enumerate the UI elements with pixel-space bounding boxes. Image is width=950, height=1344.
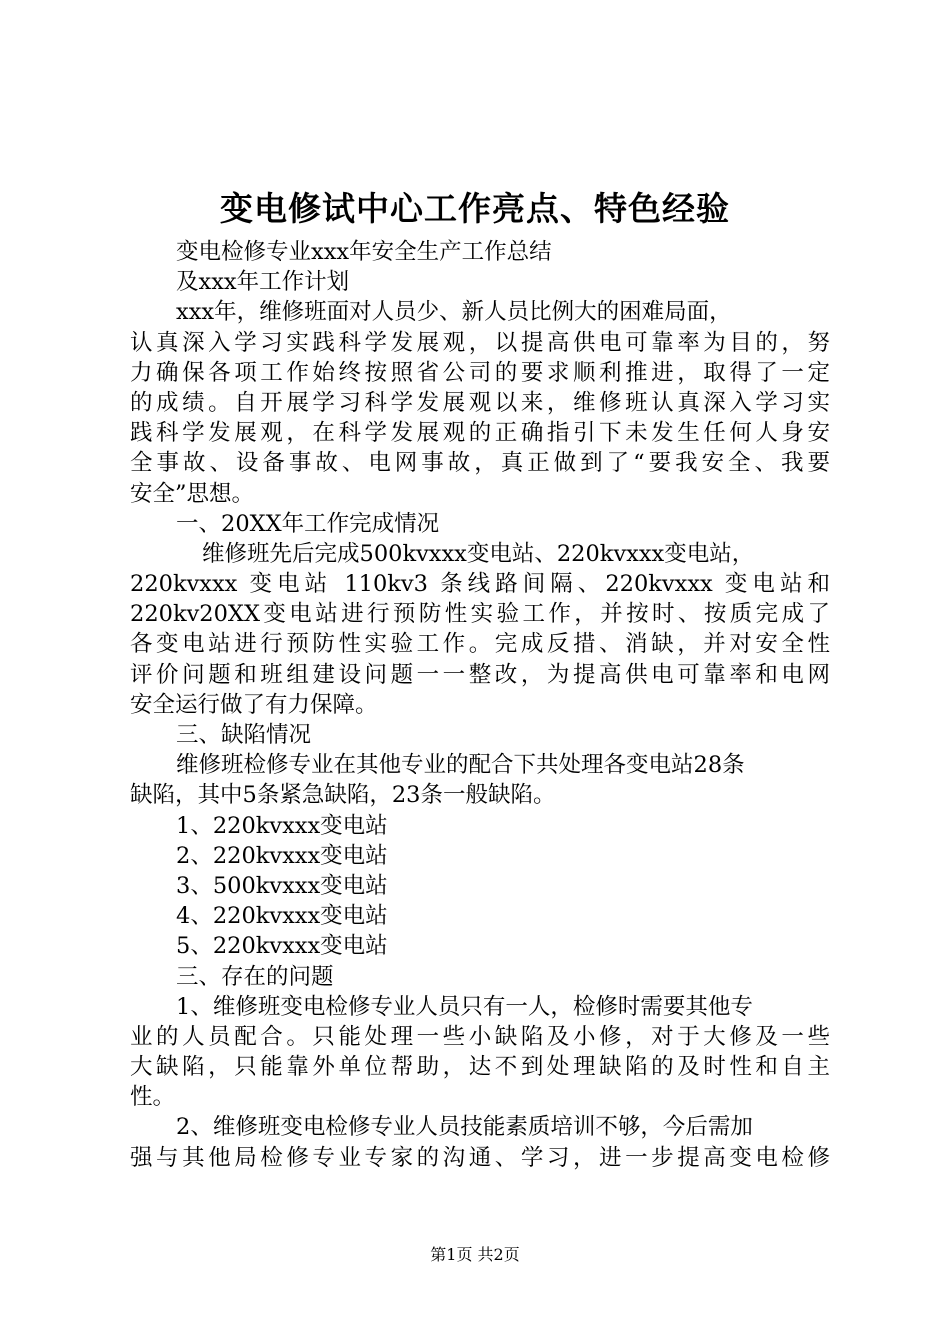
paragraph-line: 安全”思想。 <box>130 480 255 507</box>
paragraph-line: 1、维修班变电检修专业人员只有一人，检修时需要其他专 <box>176 993 753 1020</box>
paragraph-line: xxx年，维修班面对人员少、新人员比例大的困难局面， <box>176 299 732 326</box>
list-item: 2、220kvxxx变电站 <box>176 842 388 869</box>
section-heading: 三、缺陷情况 <box>176 722 312 748</box>
list-item: 4、220kvxxx变电站 <box>176 903 388 930</box>
paragraph-line: 认真深入学习实践科学发展观，以提高供电可靠率为目的，努 <box>130 329 830 356</box>
paragraph-line: 维修班检修专业在其他专业的配合下共处理各变电站28条 <box>176 752 745 779</box>
section-heading: 三、存在的问题 <box>176 963 334 990</box>
paragraph-line: 的成绩。自开展学习科学发展观以来，维修班认真深入学习实 <box>130 389 830 416</box>
list-item: 3、500kvxxx变电站 <box>176 872 388 899</box>
paragraph-line: 2、维修班变电检修专业人员技能素质培训不够，今后需加 <box>176 1114 753 1141</box>
paragraph-line: 业的人员配合。只能处理一些小缺陷及小修，对于大修及一些 <box>130 1023 830 1050</box>
paragraph-line: 强与其他局检修专业专家的沟通、学习，进一步提高变电检修 <box>130 1144 830 1171</box>
paragraph-line: 践科学发展观，在科学发展观的正确指引下未发生任何人身安 <box>130 420 830 447</box>
page-number-footer: 第1页 共2页 <box>430 1245 520 1264</box>
paragraph-line: 220kvxxx 变电站 110kv3 条线路间隔、220kvxxx 变电站和 <box>130 571 830 598</box>
paragraph-line: 大缺陷，只能靠外单位帮助，达不到处理缺陷的及时性和自主 <box>130 1054 830 1081</box>
paragraph-line: 220kv20XX变电站进行预防性实验工作，并按时、按质完成了 <box>130 601 830 628</box>
paragraph-line: 各变电站进行预防性实验工作。完成反措、消缺，并对安全性 <box>130 631 830 658</box>
subtitle-line-1: 变电检修专业xxx年安全生产工作总结 <box>176 239 552 265</box>
paragraph-line: 评价问题和班组建设问题一一整改，为提高供电可靠率和电网 <box>130 661 830 688</box>
paragraph-line: 缺陷，其中5条紧急缺陷，23条一般缺陷。 <box>130 782 556 809</box>
paragraph-line: 性。 <box>130 1084 176 1111</box>
document-title: 变电修试中心工作亮点、特色经验 <box>220 189 730 228</box>
section-heading: 一、20XX年工作完成情况 <box>176 510 440 537</box>
list-item: 5、220kvxxx变电站 <box>176 933 388 960</box>
paragraph-line: 全事故、设备事故、电网事故，真正做到了“要我安全、我要 <box>130 450 830 477</box>
paragraph-line: 安全运行做了有力保障。 <box>130 691 378 718</box>
list-item: 1、220kvxxx变电站 <box>176 812 388 839</box>
paragraph-line: 力确保各项工作始终按照省公司的要求顺利推进，取得了一定 <box>130 359 830 386</box>
document-body <box>130 237 830 1173</box>
paragraph-line: 维修班先后完成500kvxxx变电站、220kvxxx变电站， <box>202 540 755 567</box>
subtitle-line-2: 及xxx年工作计划 <box>176 269 350 296</box>
